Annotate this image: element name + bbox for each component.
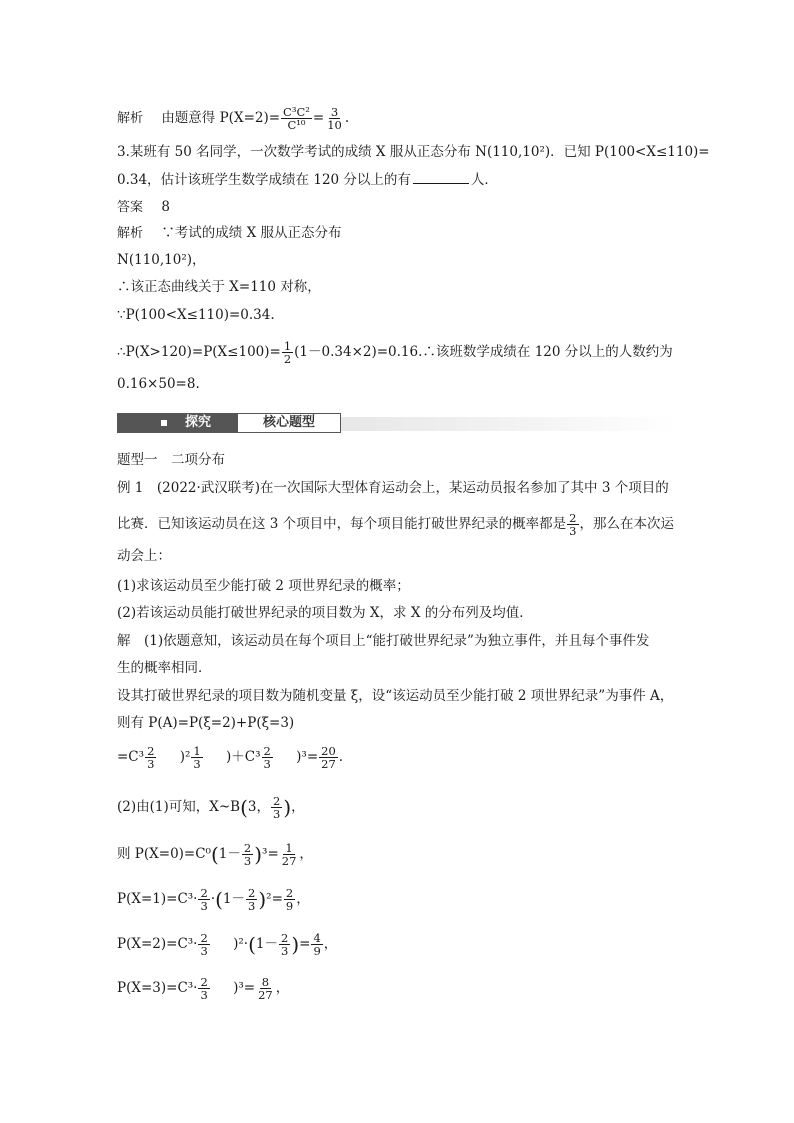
fraction: $\frac{2}{3}$ xyxy=(200,886,208,913)
fraction-result: $\frac{20}{27}$ xyxy=(321,744,336,771)
fraction: $\frac{1}{3}$ xyxy=(193,744,201,771)
analysis-text-5b: (1－0.34×2)=0.16.∴该班数学成绩在 120 分以上的人数约为 xyxy=(294,344,673,360)
example-1-question-2: (2)若该运动员能打破世界纪录的项目数为 X，求 X 的分布列及均值． xyxy=(117,605,533,621)
sol5-part-a: =C³ xyxy=(117,749,145,765)
analysis-label: 解析 xyxy=(117,111,144,126)
answer-value: 8 xyxy=(161,199,170,215)
sol8-part-d: ²= xyxy=(266,891,283,907)
sol9-part-a: P(X=2)=C³· xyxy=(117,936,198,952)
analysis-line-prev xyxy=(117,106,349,131)
fraction-result: $\frac{1}{27}$ xyxy=(281,841,297,868)
analysis-line-4: ∵P(100<X≤110)=0.34. xyxy=(117,307,275,323)
comma: ， xyxy=(275,980,290,996)
solution-line-4: 则有 P(A)=P(ξ=2)+P(ξ=3) xyxy=(117,715,295,731)
sol10-part-a: P(X=3)=C³· xyxy=(117,980,198,996)
analysis-line-6: 0.16×50=8. xyxy=(117,376,200,392)
fraction-result: $\frac{4}{9}$ xyxy=(313,931,321,958)
solution-line-7: 则 P(X=0)=C⁰(1－ $\frac{2}{3}$ )³= $\frac{1}{27}$ ， xyxy=(117,841,313,868)
solution-line-9: P(X=2)=C³· $\frac{2}{3}$ )²·(1－ $\frac{2}{3}$ )= $\frac{4}{9}$ ， xyxy=(117,931,338,958)
sol8-part-b: · xyxy=(210,891,216,907)
example-1-question-1: (1)求该运动员至少能打破 2 项世界纪录的概率； xyxy=(117,578,410,594)
sol9-part-d: = xyxy=(299,936,311,952)
comma: ， xyxy=(299,846,313,862)
sol8-part-a: P(X=1)=C³· xyxy=(117,891,198,907)
analysis-line-1 xyxy=(117,223,342,244)
fraction: $\frac{2}{3}$ xyxy=(281,931,289,958)
section-tab-core-types: 核心题型 xyxy=(237,413,341,433)
fraction: $\frac{2}{3}$ xyxy=(200,975,208,1002)
section-header-bar xyxy=(117,413,677,435)
solution-line-3: 设其打破世界纪录的项目数为随机变量 ξ，设“该运动员至少能打破 2 项世界纪录”为事件 A， xyxy=(117,688,674,704)
sol9-part-b: )²· xyxy=(233,936,249,952)
sol7-part-a: 则 P(X=0)=C⁰ xyxy=(117,846,211,862)
fraction: $\frac{\text{C³C²}}{\text{C¹⁰}}$ xyxy=(283,105,310,132)
fraction: $\frac{2}{3}$ xyxy=(263,744,271,771)
comma: ， xyxy=(296,891,310,907)
analysis-line-3: ∴该正态曲线关于 X=110 对称， xyxy=(117,279,321,295)
sol5-part-c: )＋C³ xyxy=(226,749,261,765)
analysis-text: 由题意得 P(X=2)= xyxy=(161,110,281,126)
equals: = xyxy=(312,110,325,126)
question-3-unit: 人． xyxy=(470,172,498,188)
analysis-line-5 xyxy=(117,340,673,365)
fraction-result: $\frac{8}{27}$ xyxy=(258,975,273,1002)
sol7-part-c: ³= xyxy=(262,846,279,862)
example-1-line-1: 例 1 (2022·武汉联考)在一次国际大型体育运动会上，某运动员报名参加了其中 3 个项目的 xyxy=(117,480,669,496)
example-1-line-2 xyxy=(117,512,674,537)
period: . xyxy=(338,749,344,765)
sol5-part-b: )² xyxy=(179,749,191,765)
question-3-text: 0.34，估计该班学生数学成绩在 120 分以上的有 xyxy=(117,172,411,188)
solution-line-10 xyxy=(117,976,289,1001)
analysis-line-2: N(110,10²)， xyxy=(117,252,206,268)
sol6-part-a: (2)由(1)可知，X~B xyxy=(117,799,241,815)
example-1-text-2a: 比赛．已知该运动员在这 3 个项目中，每个项目能打破世界纪录的概率都是 xyxy=(117,516,567,532)
type-heading: 题型一 二项分布 xyxy=(117,452,225,468)
sol6-part-c: ， xyxy=(291,799,305,815)
section-tab-explore xyxy=(117,413,237,433)
sol6-part-b: 3， xyxy=(247,799,270,815)
solution-line-8: P(X=1)=C³· $\frac{2}{3}$ ·(1－ $\frac{2}{3}$ )²= $\frac{2}{9}$ ， xyxy=(117,886,310,913)
solution-line-5 xyxy=(117,745,343,770)
question-3-line-1: 3.某班有 50 名同学，一次数学考试的成绩 X 服从正态分布 N(110,10²)．已知 P(100<X≤110)= xyxy=(117,144,710,160)
fraction: $\frac{2}{3}$ xyxy=(147,744,155,771)
fraction-two-thirds: $\frac{2}{3}$ xyxy=(569,511,577,538)
solution-line-2: 生的概率相同． xyxy=(117,660,212,676)
analysis-text-5a: ∴P(X>120)=P(X≤100)= xyxy=(117,344,281,360)
fraction: $\frac{2}{3}$ xyxy=(243,841,252,868)
fraction-result: $\frac{2}{9}$ xyxy=(285,886,294,913)
example-1-text-2b: ，那么在本次运 xyxy=(579,516,674,532)
fraction-result: $\frac{3}{10}$ xyxy=(327,105,342,132)
square-bullet-icon xyxy=(161,420,167,426)
fraction-half: $\frac{1}{2}$ xyxy=(283,339,292,366)
analysis-text-1: ∵考试的成绩 X 服从正态分布 xyxy=(161,225,342,241)
sol9-part-c: 1－ xyxy=(255,936,278,952)
section-tab-explore-label: 探究 xyxy=(185,415,212,430)
sol7-part-b: 1－ xyxy=(218,846,241,862)
answer-line xyxy=(117,197,170,218)
sol8-part-c: 1－ xyxy=(222,891,246,907)
fraction: $\frac{2}{3}$ xyxy=(200,931,208,958)
answer-label: 答案 xyxy=(117,200,144,215)
fraction: $\frac{2}{3}$ xyxy=(273,794,281,821)
period: . xyxy=(344,110,350,126)
sol5-part-d: )³= xyxy=(296,749,319,765)
fraction: $\frac{2}{3}$ xyxy=(248,886,256,913)
solution-line-6: (2)由(1)可知，X~B(3， $\frac{2}{3}$ )， xyxy=(117,794,305,821)
solution-line-1: 解 (1)依题意知，该运动员在每个项目上“能打破世界纪录”为独立事件，并且每个事件发 xyxy=(117,633,650,649)
comma: ， xyxy=(323,936,338,952)
example-1-line-3: 动会上： xyxy=(117,548,171,564)
sol10-part-b: )³= xyxy=(233,980,256,996)
question-3-line-2 xyxy=(117,170,498,190)
analysis-label-2: 解析 xyxy=(117,226,144,241)
answer-blank xyxy=(413,171,469,184)
